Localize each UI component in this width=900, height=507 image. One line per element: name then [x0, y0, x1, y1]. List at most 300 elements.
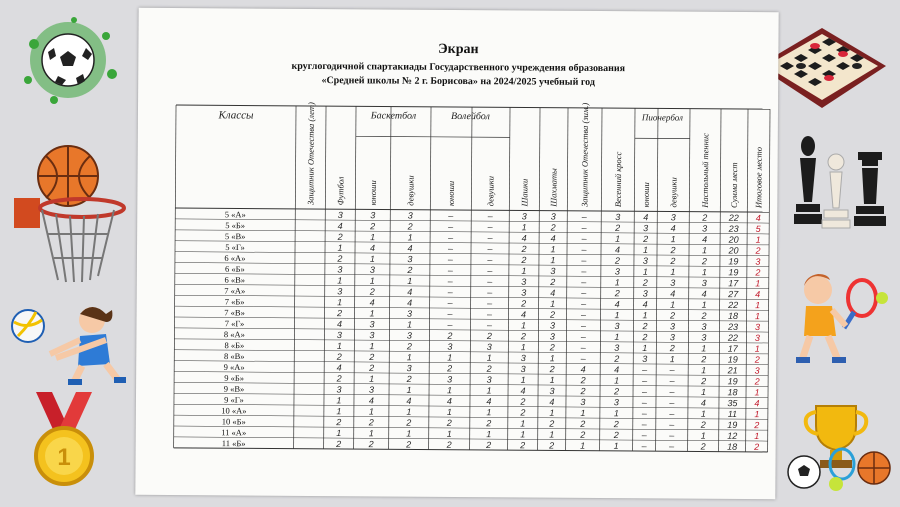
score-cell: 3 — [521, 287, 527, 298]
score-cell: 35 — [727, 398, 738, 409]
score-cell: 1 — [520, 342, 526, 353]
score-cell: 2 — [701, 310, 707, 321]
score-cell: – — [447, 254, 454, 265]
score-cell: 1 — [701, 245, 708, 256]
table-row-line — [175, 284, 769, 288]
score-cell: 1 — [549, 375, 555, 386]
score-cell: – — [669, 397, 675, 408]
score-cell: 2 — [669, 343, 675, 354]
final-place-cell: 3 — [755, 256, 761, 267]
score-cell: 1 — [670, 266, 676, 277]
score-cell: 12 — [727, 430, 738, 441]
score-cell: 4 — [406, 395, 412, 406]
score-cell: 4 — [614, 364, 620, 375]
score-cell: 3 — [670, 277, 676, 288]
table-column-line — [470, 107, 472, 450]
score-cell: 2 — [549, 418, 555, 429]
score-cell: 1 — [369, 373, 375, 384]
score-cell: 1 — [521, 222, 527, 233]
final-place-cell: 2 — [754, 420, 760, 431]
class-name-cell: 6 «Б» — [224, 263, 245, 274]
score-cell: 3 — [369, 264, 375, 275]
score-cell: 4 — [614, 244, 621, 255]
table-column-line — [768, 109, 770, 452]
table-top-border — [176, 105, 770, 109]
final-place-cell: 2 — [754, 354, 760, 365]
score-cell: 2 — [486, 331, 492, 342]
score-cell: 3 — [447, 374, 453, 385]
score-cell: 2 — [336, 417, 342, 428]
score-cell: – — [447, 287, 453, 298]
score-cell: 1 — [614, 331, 620, 342]
score-cell: 2 — [406, 341, 412, 352]
score-cell: 22 — [728, 212, 739, 223]
score-cell: 3 — [369, 330, 375, 341]
score-cell: 3 — [520, 353, 526, 364]
volleyball-girl-icon — [10, 300, 130, 390]
score-cell: 1 — [369, 253, 376, 264]
score-cell: – — [447, 243, 454, 254]
score-cell: 2 — [407, 221, 413, 232]
score-cell: 1 — [520, 418, 526, 429]
table-row-line — [174, 426, 768, 430]
score-cell: 4 — [446, 396, 453, 407]
score-cell: 2 — [549, 364, 555, 375]
svg-text:1: 1 — [57, 444, 71, 471]
score-cell: – — [487, 287, 493, 298]
score-cell: 2 — [550, 276, 556, 287]
final-place-cell: 2 — [755, 267, 761, 278]
score-cell: 2 — [336, 373, 342, 384]
table-header-bottom — [175, 208, 769, 212]
class-name-cell: 9 «А» — [223, 361, 245, 373]
score-cell: 2 — [550, 222, 556, 233]
score-cell: 3 — [369, 384, 375, 395]
score-cell: 2 — [700, 441, 706, 452]
score-cell: 1 — [368, 406, 374, 417]
score-cell: 2 — [406, 374, 412, 385]
score-cell: 2 — [368, 417, 374, 428]
score-cell: 1 — [520, 374, 526, 385]
score-cell: 3 — [407, 254, 413, 265]
column-header: Защитник Отечества (зим.) — [579, 102, 591, 207]
final-place-cell: 1 — [754, 430, 760, 442]
score-cell: 1 — [700, 387, 707, 398]
score-cell: – — [487, 254, 493, 265]
score-cell: – — [641, 419, 647, 430]
score-cell: – — [487, 309, 493, 320]
score-cell: 2 — [700, 419, 706, 430]
class-name-cell: 8 «В» — [223, 350, 245, 362]
column-header: Защитник Отечества (лет) — [305, 102, 317, 206]
class-name-cell: 9 «Г» — [224, 394, 244, 405]
score-cell: 3 — [486, 341, 492, 352]
column-header: Весенний кросс — [612, 151, 624, 208]
class-name-cell: 7 «Б» — [224, 296, 245, 307]
table-row-line — [175, 241, 769, 245]
score-cell: 18 — [727, 441, 738, 452]
score-cell: – — [487, 243, 493, 254]
score-cell: 1 — [337, 297, 343, 308]
table-column-line — [354, 106, 356, 449]
score-cell: – — [487, 276, 493, 287]
score-cell: – — [487, 298, 493, 309]
score-cell: 3 — [406, 363, 412, 374]
score-cell: 1 — [521, 265, 527, 276]
score-cell: 2 — [521, 298, 527, 309]
score-cell: – — [580, 353, 586, 364]
score-cell: 1 — [369, 308, 375, 319]
table-column-line — [538, 108, 540, 451]
final-place-cell: 2 — [754, 441, 760, 452]
score-cell: 3 — [642, 353, 648, 364]
class-name-cell: 5 «Б» — [225, 220, 246, 231]
final-place-cell: 4 — [755, 212, 761, 224]
score-cell: – — [581, 288, 587, 299]
score-cell: 11 — [727, 408, 738, 420]
score-cell: 4 — [643, 212, 649, 223]
score-cell: 2 — [550, 309, 556, 320]
score-cell: 4 — [521, 233, 527, 244]
score-cell: 3 — [486, 374, 492, 385]
score-cell: 2 — [369, 286, 375, 297]
class-name-cell: 8 «Б» — [224, 340, 245, 351]
score-cell: 3 — [336, 329, 342, 340]
score-cell: 2 — [447, 363, 453, 374]
score-cell: 2 — [549, 342, 555, 353]
class-name-cell: 10 «Б» — [221, 416, 246, 427]
score-cell: 3 — [669, 321, 676, 332]
score-cell: 2 — [580, 386, 586, 397]
score-cell: 3 — [669, 332, 675, 343]
score-cell: – — [448, 232, 454, 243]
score-cell: – — [487, 222, 493, 233]
tennis-boy-icon — [790, 266, 894, 370]
score-cell: – — [581, 233, 587, 244]
score-cell: 1 — [446, 428, 452, 439]
score-cell: 20 — [728, 245, 739, 256]
score-cell: – — [448, 210, 454, 221]
class-name-cell: 5 «В» — [224, 231, 246, 242]
score-cell: 1 — [669, 354, 675, 365]
score-cell: 1 — [701, 299, 707, 310]
score-cell: 1 — [486, 429, 492, 440]
score-cell: 3 — [407, 210, 413, 221]
final-place-cell: 3 — [754, 332, 760, 343]
table-row-line — [175, 219, 769, 223]
score-cell: 2 — [615, 222, 621, 233]
class-name-cell: 8 «А» — [223, 329, 245, 340]
score-cell: 2 — [521, 244, 527, 255]
score-cell: – — [641, 408, 647, 419]
table-column-line — [746, 109, 748, 452]
score-cell: 1 — [700, 430, 706, 441]
final-place-cell: 1 — [755, 300, 761, 311]
score-cell: 2 — [446, 417, 452, 428]
score-cell: 1 — [447, 385, 453, 396]
score-cell: 23 — [727, 321, 739, 332]
score-cell: 1 — [580, 440, 586, 451]
score-cell: 3 — [407, 308, 413, 319]
score-cell: 4 — [550, 233, 556, 244]
score-cell: 1 — [520, 320, 527, 331]
score-cell: – — [447, 276, 453, 287]
score-cell: 2 — [406, 417, 412, 428]
score-cell: 2 — [642, 332, 648, 343]
score-cell: 1 — [550, 255, 556, 266]
table-row-line — [175, 317, 769, 321]
score-cell: 2 — [580, 418, 586, 429]
score-cell: 3 — [370, 210, 376, 221]
table-column-line — [566, 108, 568, 451]
score-cell: – — [487, 211, 493, 222]
score-cell: 1 — [614, 310, 620, 321]
score-cell: 2 — [370, 221, 376, 232]
score-cell: – — [447, 298, 453, 309]
score-cell: 2 — [580, 429, 586, 440]
score-cell: 4 — [642, 299, 648, 310]
score-cell: 4 — [337, 220, 343, 232]
score-cell: – — [641, 430, 647, 441]
score-cell: 3 — [549, 385, 555, 396]
score-cell: – — [669, 408, 675, 419]
score-cell: 1 — [337, 242, 343, 253]
score-cell: 3 — [521, 211, 527, 222]
table-row-line — [175, 230, 769, 234]
column-header: девушки — [405, 175, 416, 206]
score-cell: 3 — [701, 321, 707, 332]
document-subtitle-line1: круглогодичной спартакиады Государственного учреждения образования — [291, 60, 626, 75]
table-row-line — [174, 404, 768, 408]
table-column-line — [429, 107, 431, 450]
score-cell: 2 — [701, 354, 707, 365]
score-cell: 19 — [728, 267, 739, 278]
score-cell: 2 — [521, 254, 527, 265]
column-header: Итоговое место — [753, 146, 764, 209]
column-header: Настольный теннис — [699, 133, 711, 208]
table-row-line — [175, 252, 769, 256]
class-name-cell: 11 «Б» — [221, 438, 246, 449]
score-cell: 2 — [701, 376, 707, 387]
table-column-line — [389, 107, 391, 450]
score-cell: 1 — [550, 298, 556, 309]
score-cell: 4 — [336, 362, 342, 373]
score-cell: 1 — [701, 267, 707, 278]
score-cell: – — [581, 222, 587, 233]
score-cell: 1 — [370, 232, 376, 243]
final-place-cell: 1 — [754, 409, 760, 420]
table-row-line — [175, 306, 769, 310]
table-column-line — [688, 109, 690, 452]
score-cell: 2 — [614, 353, 620, 364]
class-name-cell: 7 «Г» — [224, 318, 245, 329]
score-cell: 2 — [407, 265, 413, 276]
score-cell: 2 — [670, 245, 676, 256]
final-place-cell: 3 — [754, 321, 761, 333]
table-row-line — [174, 361, 768, 365]
score-cell: 20 — [728, 234, 739, 245]
score-cell: 18 — [727, 387, 738, 398]
table-column-line — [600, 108, 602, 451]
score-cell: 19 — [728, 256, 739, 267]
score-cell: 1 — [549, 407, 555, 418]
score-cell: 3 — [550, 266, 556, 277]
score-cell: – — [486, 320, 493, 331]
score-cell: 1 — [613, 408, 619, 419]
score-cell: 2 — [614, 288, 620, 299]
results-table — [135, 8, 778, 499]
score-cell: 2 — [486, 363, 492, 374]
score-cell: 1 — [613, 440, 619, 451]
score-cell: 21 — [727, 365, 738, 376]
score-cell: 2 — [580, 375, 586, 386]
score-cell: 2 — [486, 418, 492, 429]
score-cell: – — [669, 375, 675, 386]
class-name-cell: 7 «А» — [224, 285, 246, 296]
score-cell: 2 — [337, 308, 343, 319]
final-place-cell: 2 — [754, 376, 760, 387]
score-cell: 17 — [727, 343, 738, 354]
score-cell: – — [581, 298, 587, 310]
score-cell: 2 — [336, 438, 342, 449]
score-cell: 1 — [549, 429, 555, 440]
column-header: Шашки — [519, 178, 530, 207]
table-column-line — [633, 108, 635, 451]
score-cell: 3 — [615, 212, 621, 223]
score-cell: 2 — [670, 310, 676, 321]
score-cell: 1 — [406, 384, 412, 395]
document-subtitle-line2: «Средней школы № 2 г. Борисова» на 2024/2025 учебный год — [321, 75, 595, 88]
score-cell: 3 — [701, 332, 707, 343]
score-cell: – — [580, 342, 586, 353]
final-place-cell: 4 — [754, 398, 760, 409]
score-cell: 3 — [337, 264, 343, 275]
class-name-cell: 6 «А» — [224, 252, 246, 264]
score-cell: 19 — [727, 376, 738, 387]
score-cell: 3 — [336, 384, 342, 395]
score-cell: 2 — [337, 253, 343, 264]
document-sheet — [135, 8, 778, 499]
score-cell: 3 — [701, 278, 707, 289]
score-cell: 1 — [701, 365, 707, 376]
final-place-cell: 1 — [754, 343, 760, 354]
score-cell: – — [581, 277, 587, 288]
score-cell: 3 — [550, 211, 556, 222]
group-line-volleyball — [431, 137, 510, 138]
score-cell: 1 — [369, 341, 375, 352]
score-cell: 2 — [613, 386, 620, 397]
score-cell: 4 — [701, 288, 707, 299]
score-cell: 1 — [337, 275, 343, 286]
score-cell: 1 — [642, 342, 648, 354]
table-column-line — [656, 108, 658, 451]
score-cell: 1 — [406, 406, 412, 417]
column-header: юноши — [640, 182, 652, 208]
class-name-cell: 9 «Б» — [224, 372, 245, 383]
score-cell: 1 — [642, 310, 648, 321]
score-cell: – — [581, 266, 587, 277]
score-cell: 4 — [580, 364, 586, 375]
score-cell: 3 — [702, 223, 708, 234]
score-cell: 1 — [406, 428, 412, 439]
score-cell: 1 — [407, 275, 413, 286]
score-cell: 1 — [549, 353, 555, 364]
score-cell: 2 — [549, 440, 555, 451]
score-cell: 3 — [520, 363, 526, 374]
score-cell: – — [447, 265, 453, 276]
score-cell: 4 — [369, 297, 375, 308]
score-cell: 2 — [614, 255, 620, 266]
score-cell: 1 — [486, 352, 492, 363]
class-name-cell: 6 «В» — [224, 274, 246, 285]
class-name-cell: 9 «В» — [223, 383, 245, 394]
score-cell: 4 — [368, 395, 375, 406]
score-cell: – — [642, 375, 648, 386]
table-row-line — [175, 263, 769, 267]
score-cell: 2 — [613, 419, 619, 430]
score-cell: 2 — [520, 440, 526, 451]
score-cell: 22 — [728, 299, 739, 311]
score-cell: 1 — [642, 244, 649, 255]
score-cell: 2 — [369, 362, 375, 373]
final-place-cell: 4 — [755, 289, 761, 300]
score-cell: – — [669, 441, 675, 452]
table-row-line — [174, 382, 768, 386]
header-basketball: Баскетбол — [370, 110, 417, 122]
score-cell: 1 — [336, 428, 342, 439]
class-name-cell: 7 «В» — [224, 307, 245, 318]
score-cell: 4 — [700, 397, 707, 408]
score-cell: 2 — [642, 321, 648, 332]
table-column-line — [294, 106, 296, 449]
score-cell: 17 — [728, 278, 739, 289]
score-cell: – — [641, 441, 647, 452]
score-cell: 2 — [369, 351, 375, 363]
score-cell: – — [641, 386, 648, 397]
score-cell: – — [447, 319, 453, 330]
score-cell: 3 — [521, 276, 527, 287]
score-cell: 1 — [407, 232, 413, 243]
score-cell: 3 — [406, 330, 412, 341]
score-cell: 4 — [549, 396, 555, 407]
table-row-line — [174, 350, 768, 354]
score-cell: 1 — [486, 385, 492, 396]
score-cell: 1 — [336, 395, 342, 406]
header-volleyball: Волейбол — [450, 110, 490, 123]
score-cell: 4 — [407, 286, 413, 297]
score-cell: – — [487, 232, 493, 243]
score-cell: 18 — [728, 310, 739, 321]
score-cell: – — [669, 364, 675, 376]
score-cell: 27 — [728, 289, 739, 300]
score-cell: 2 — [701, 256, 707, 267]
score-cell: 2 — [337, 231, 343, 242]
score-cell: 1 — [700, 408, 706, 419]
score-cell: 3 — [613, 397, 620, 408]
column-header: юноши — [445, 180, 457, 206]
score-cell: 1 — [580, 407, 586, 419]
score-cell: 2 — [406, 439, 412, 450]
header-classes: Классы — [218, 109, 254, 122]
chess-pieces-icon — [792, 132, 892, 232]
score-cell: – — [641, 397, 648, 408]
score-cell: 1 — [446, 407, 452, 418]
score-cell: – — [448, 221, 454, 232]
score-cell: 1 — [701, 343, 707, 354]
score-cell: 1 — [614, 277, 620, 288]
class-name-cell: 5 «А» — [224, 209, 246, 220]
table-row-line — [175, 295, 769, 299]
